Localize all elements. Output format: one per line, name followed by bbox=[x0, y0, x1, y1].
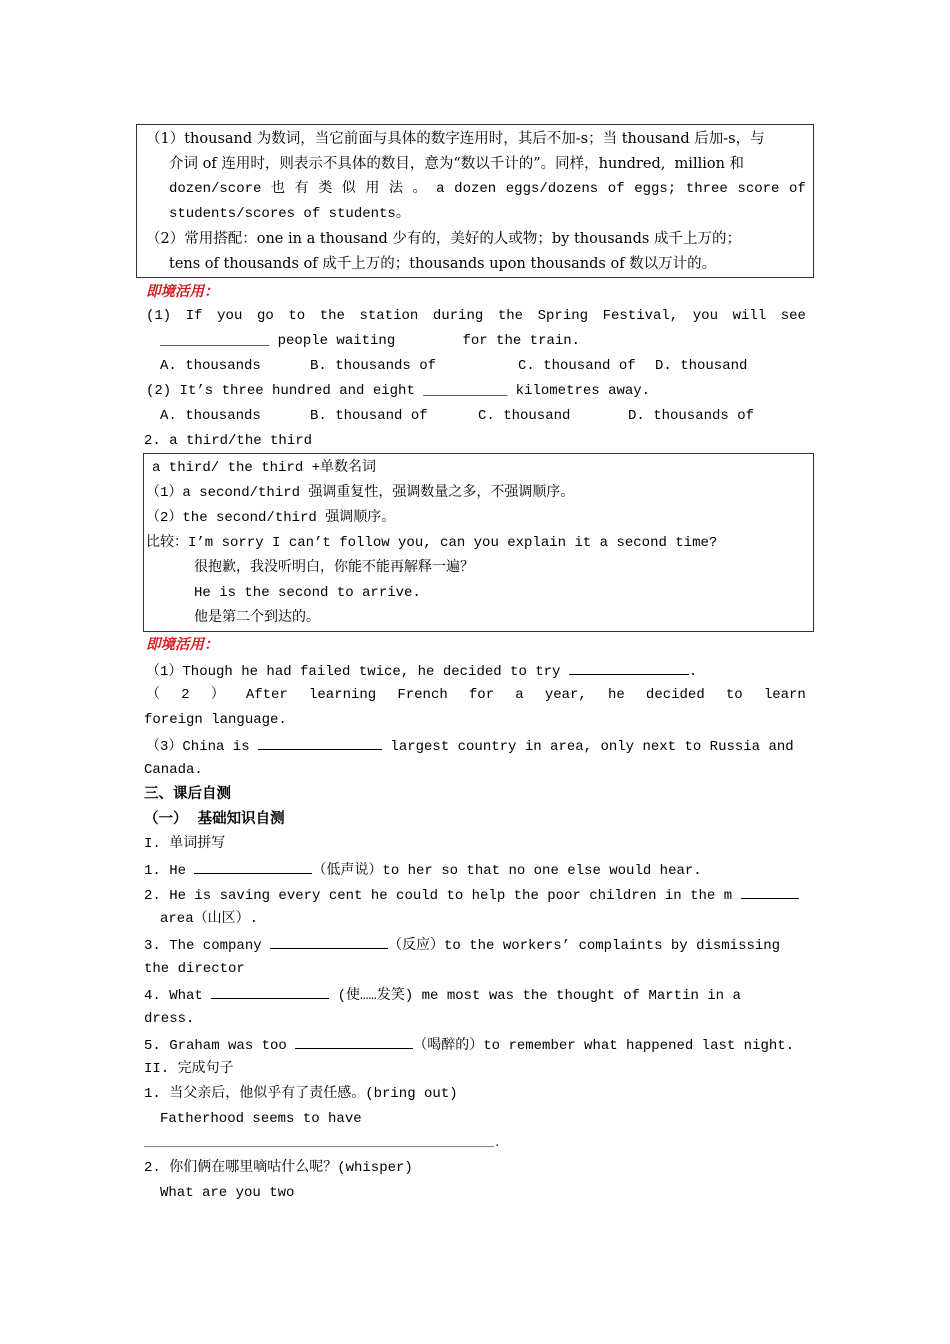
part-title: II. 完成句子 bbox=[144, 1061, 234, 1077]
answer-blank[interactable] bbox=[211, 984, 329, 999]
question-line-justified bbox=[146, 685, 806, 705]
question-word: for bbox=[468, 687, 495, 703]
question-line: Canada. bbox=[144, 762, 203, 778]
question-word: you bbox=[692, 308, 718, 324]
option-a[interactable]: A. thousands bbox=[160, 408, 261, 424]
question-word: go bbox=[256, 308, 274, 324]
question-word: If bbox=[185, 308, 203, 324]
answer-blank[interactable] bbox=[569, 660, 689, 675]
note-line: a third/ the third +单数名词 bbox=[152, 460, 377, 476]
answer-blank[interactable]: _____________ bbox=[160, 333, 270, 349]
spelling-item-cont: area（山区）. bbox=[160, 911, 259, 927]
answer-blank[interactable] bbox=[295, 1034, 413, 1049]
question-word: he bbox=[607, 687, 625, 703]
option-b[interactable]: B. thousand of bbox=[310, 408, 428, 424]
option-c[interactable]: C. thousand of bbox=[518, 358, 636, 374]
note-word: 似 bbox=[341, 181, 356, 197]
note-line: 他是第二个到达的。 bbox=[194, 610, 320, 626]
question-word: station bbox=[359, 308, 419, 324]
note-word: 有 bbox=[294, 181, 309, 197]
answer-blank[interactable] bbox=[194, 859, 312, 874]
question-word: （ bbox=[146, 687, 160, 703]
note-line: 比较：I’m sorry I can’t follow you, can you explain it a second time? bbox=[146, 535, 718, 551]
subsection-title: （一） 基础知识自测 bbox=[144, 811, 285, 827]
question-word: French bbox=[397, 687, 448, 703]
note-word: 法 bbox=[388, 181, 403, 197]
note-word: three bbox=[685, 181, 728, 197]
answer-blank[interactable] bbox=[258, 735, 382, 750]
practice-heading: 即境活用： bbox=[146, 284, 219, 300]
answer-blank[interactable] bbox=[270, 934, 388, 949]
note-line: students/scores of students。 bbox=[169, 206, 410, 222]
practice-heading: 即境活用： bbox=[146, 637, 219, 653]
option-d[interactable]: D. thousands of bbox=[628, 408, 755, 424]
note-word: 也 bbox=[271, 181, 286, 197]
question-word: will bbox=[732, 308, 767, 324]
section-title: 三、课后自测 bbox=[144, 786, 231, 802]
note-line: tens of thousands of 成千上万的；thousands upon thousands of 数以万计的。 bbox=[169, 256, 717, 272]
sentence-prompt: Fatherhood seems to have bbox=[160, 1111, 362, 1127]
note-word: dozen/score bbox=[169, 181, 262, 197]
spelling-item-cont: the director bbox=[144, 961, 245, 977]
note-line: （1）a second/third 强调重复性，强调数量之多，不强调顺序。 bbox=[146, 485, 575, 501]
question-line: （3）China is largest country in area, only next to Russia and bbox=[146, 735, 794, 757]
question-word: (1) bbox=[146, 308, 172, 324]
question-word: you bbox=[217, 308, 243, 324]
question-word: to bbox=[725, 687, 743, 703]
question-line: _____________ people waiting for the train. bbox=[160, 333, 581, 349]
question-line: foreign language. bbox=[144, 712, 287, 728]
question-line: (2) It’s three hundred and eight __________ kilometres away. bbox=[146, 383, 651, 399]
option-b[interactable]: B. thousands of bbox=[310, 358, 437, 374]
spelling-item: 4. What (使……发笑) me most was the thought of Martin in a bbox=[144, 984, 741, 1006]
question-word: to bbox=[288, 308, 306, 324]
note-word: score bbox=[737, 181, 780, 197]
spelling-item: 1. He （低声说）to her so that no one else would hear. bbox=[144, 859, 702, 881]
spelling-item: 2. He is saving every cent he could to help the poor children in the m bbox=[144, 884, 799, 906]
note-word: of bbox=[789, 181, 806, 197]
note-word: 。 bbox=[412, 181, 427, 197]
note-line: 介词 of 连用时，则表示不具体的数目，意为“数以千计的”。同样，hundred, million 和 bbox=[169, 156, 745, 172]
question-word: see bbox=[780, 308, 806, 324]
spelling-item: 3. The company （反应）to the workers’ complaints by dismissing bbox=[144, 934, 780, 956]
note-word: 用 bbox=[365, 181, 380, 197]
question-word: 2 bbox=[181, 687, 190, 703]
question-word: a bbox=[515, 687, 524, 703]
question-word: Festival, bbox=[602, 308, 679, 324]
note-word: eggs/dozens bbox=[505, 181, 599, 197]
note-line: （1）thousand 为数词，当它前面与具体的数字连用时，其后不加-s；当 thousand 后加-s，与 bbox=[146, 131, 765, 147]
question-line: （1）Though he had failed twice, he decided to try . bbox=[146, 660, 697, 682]
question-word: the bbox=[319, 308, 345, 324]
note-word: a bbox=[436, 181, 445, 197]
option-d[interactable]: D. thousand bbox=[655, 358, 748, 374]
question-word: ） bbox=[210, 687, 225, 703]
sentence-item: 1. 当父亲后，他似乎有了责任感。(bring out) bbox=[144, 1086, 458, 1102]
question-word: learn bbox=[763, 687, 806, 703]
note-line: He is the second to arrive. bbox=[194, 585, 421, 601]
question-word: decided bbox=[645, 687, 705, 703]
question-word: After bbox=[245, 687, 288, 703]
question-word: learning bbox=[308, 687, 377, 703]
note-word: of bbox=[607, 181, 625, 197]
note-word: dozen bbox=[454, 181, 497, 197]
sentence-item: 2. 你们俩在哪里嘀咕什么呢？(whisper) bbox=[144, 1160, 413, 1176]
answer-line[interactable]: _____________________________________________________. bbox=[144, 1138, 501, 1150]
answer-blank[interactable] bbox=[741, 884, 799, 899]
question-word: the bbox=[497, 308, 524, 324]
part-title: I. 单词拼写 bbox=[144, 836, 226, 852]
question-word: during bbox=[432, 308, 484, 324]
question-line-justified bbox=[146, 306, 806, 326]
option-c[interactable]: C. thousand bbox=[478, 408, 571, 424]
question-word: year, bbox=[544, 687, 587, 703]
spelling-item-cont: dress. bbox=[144, 1011, 195, 1027]
note-line: （2）常用搭配：one in a thousand 少有的，美好的人或物；by thousands 成千上万的； bbox=[146, 231, 741, 247]
section-title: 2. a third/the third bbox=[144, 433, 313, 449]
note-line: 很抱歉，我没听明白，你能不能再解释一遍？ bbox=[194, 560, 474, 576]
note-line-justified bbox=[169, 179, 806, 199]
question-word: Spring bbox=[537, 308, 589, 324]
note-line: （2）the second/third 强调顺序。 bbox=[146, 510, 396, 526]
option-a[interactable]: A. thousands bbox=[160, 358, 261, 374]
note-word: 类 bbox=[318, 181, 333, 197]
note-word: eggs; bbox=[634, 181, 677, 197]
spelling-item: 5. Graham was too （喝醉的）to remember what happened last night. bbox=[144, 1034, 794, 1056]
sentence-prompt: What are you two bbox=[160, 1185, 295, 1201]
